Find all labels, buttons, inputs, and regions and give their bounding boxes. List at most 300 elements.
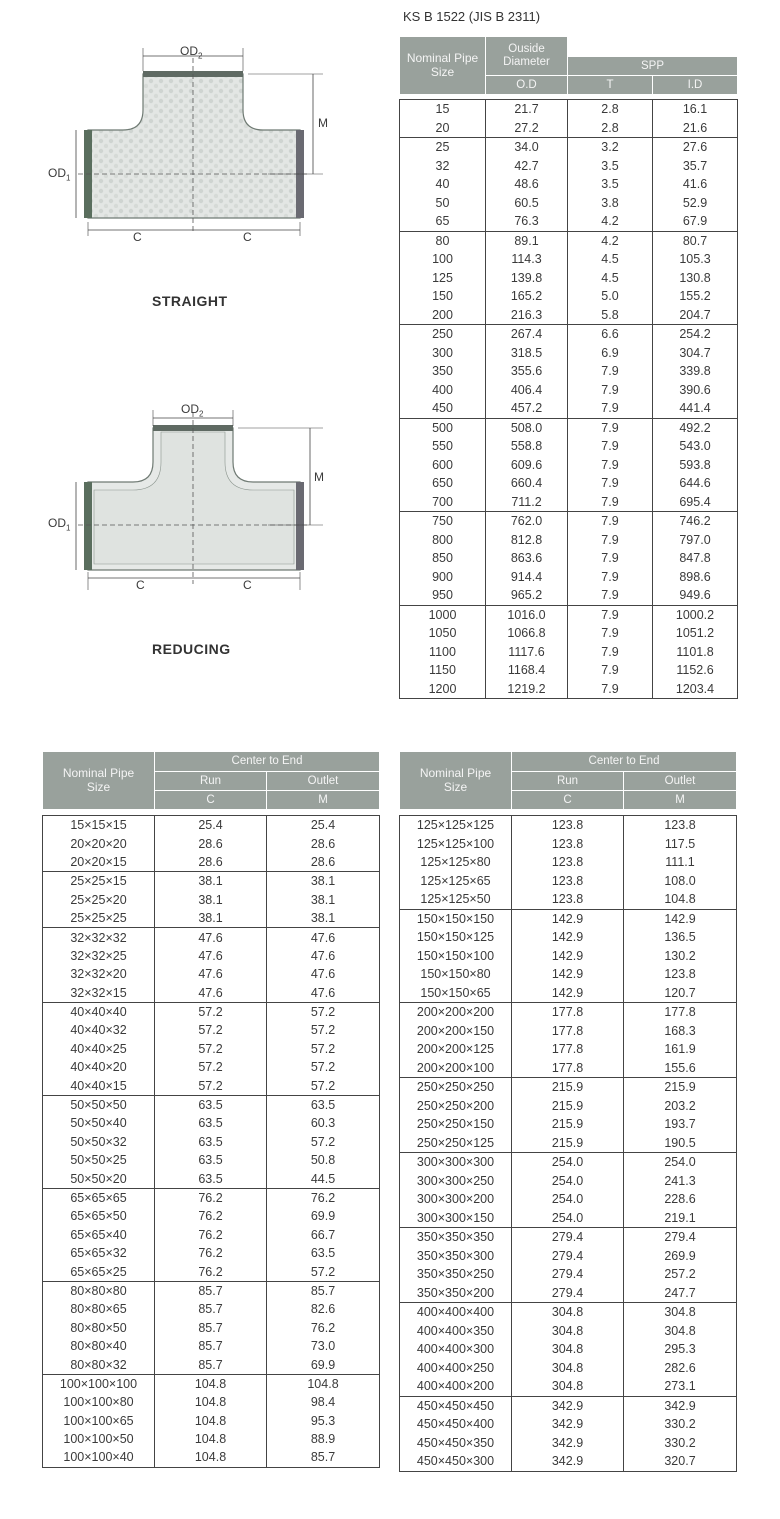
table-row (400, 175, 738, 194)
table-row (43, 1355, 380, 1374)
table-cell: 142.9 (512, 947, 624, 966)
table-cell: 7.9 (568, 399, 653, 418)
table-row (43, 1188, 380, 1207)
table-row (400, 1022, 737, 1041)
table-cell: 38.1 (155, 891, 267, 909)
col-t: T (568, 76, 653, 95)
table-row (400, 890, 737, 909)
table-cell: 57.2 (155, 1002, 267, 1021)
table-cell: 142.9 (624, 909, 737, 928)
table-cell: 44.5 (267, 1169, 380, 1188)
table-cell: 38.1 (155, 909, 267, 928)
table-cell: 38.1 (267, 909, 380, 928)
table-row (43, 1262, 380, 1281)
table-cell: 304.7 (653, 344, 738, 363)
table-cell: 16.1 (653, 100, 738, 119)
table-cell: 57.2 (267, 1262, 380, 1281)
table-cell: 76.2 (155, 1262, 267, 1281)
table-cell: 104.8 (155, 1412, 267, 1430)
table-cell: 7.9 (568, 643, 653, 662)
od1-label: $OD_1$ (48, 166, 71, 183)
table-row (400, 853, 737, 872)
straight-tee-drawing (38, 38, 338, 248)
table-row (400, 1415, 737, 1434)
table-cell: 40 (400, 175, 486, 194)
table-cell: 5.8 (568, 306, 653, 325)
table-cell: 142.9 (512, 984, 624, 1003)
table-row (400, 1115, 737, 1134)
table-cell: 2.8 (568, 119, 653, 138)
table-row (400, 1040, 737, 1059)
table-cell: 1050 (400, 624, 486, 643)
table-row (43, 1114, 380, 1132)
table-cell: 7.9 (568, 437, 653, 456)
table-cell: 28.6 (155, 853, 267, 872)
col-spp: SPP (568, 57, 738, 76)
col-nominal-pipe-size: Nominal Pipe Size (43, 752, 155, 810)
table-cell: 100×100×65 (43, 1412, 155, 1430)
table-cell: 847.8 (653, 549, 738, 568)
table-cell: 114.3 (486, 250, 568, 269)
col-m: M (267, 791, 380, 810)
table-row (43, 947, 380, 965)
center-to-end-left-table (42, 751, 380, 1468)
table-row (400, 531, 738, 550)
table-cell: 108.0 (624, 872, 737, 891)
table-row (400, 250, 738, 269)
col-nominal-pipe-size: Nominal Pipe Size (400, 37, 486, 95)
table-cell: 40×40×32 (43, 1021, 155, 1039)
table-row (43, 1319, 380, 1337)
reducing-label: REDUCING (152, 641, 231, 657)
table-cell: 203.2 (624, 1097, 737, 1116)
table-cell: 400×400×350 (400, 1322, 512, 1341)
table-cell: 50×50×20 (43, 1169, 155, 1188)
table-cell: 254.0 (512, 1209, 624, 1228)
table-cell: 400×400×200 (400, 1377, 512, 1396)
table-row (400, 661, 738, 680)
table-row (43, 1095, 380, 1114)
table-row (400, 624, 738, 643)
c-left-label: C (136, 578, 145, 592)
table-cell: 21.7 (486, 100, 568, 119)
col-outlet: Outlet (267, 772, 380, 791)
table-cell: 7.9 (568, 418, 653, 437)
table-cell: 215.9 (512, 1078, 624, 1097)
table-row (43, 1337, 380, 1355)
table-cell: 1168.4 (486, 661, 568, 680)
table-cell: 52.9 (653, 194, 738, 213)
table-row (400, 947, 737, 966)
table-cell: 215.9 (512, 1097, 624, 1116)
table-cell: 76.3 (486, 212, 568, 231)
table-row (43, 1281, 380, 1300)
table-cell: 155.2 (653, 287, 738, 306)
table-cell: 150×150×125 (400, 928, 512, 947)
table-cell: 100 (400, 250, 486, 269)
table-cell: 6.9 (568, 344, 653, 363)
table-cell: 711.2 (486, 493, 568, 512)
table-cell: 50.8 (267, 1151, 380, 1169)
table-cell: 492.2 (653, 418, 738, 437)
table-cell: 3.5 (568, 175, 653, 194)
table-row (43, 834, 380, 852)
table-row (400, 984, 737, 1003)
table-cell: 4.2 (568, 231, 653, 250)
table-row (43, 1300, 380, 1318)
col-od: O.D (486, 76, 568, 95)
table-row (400, 928, 737, 947)
table-row (400, 362, 738, 381)
table-row (400, 643, 738, 662)
table-cell: 267.4 (486, 325, 568, 344)
table-cell: 57.2 (155, 1021, 267, 1039)
od2-label: $OD_2$ (181, 402, 204, 419)
table-cell: 812.8 (486, 531, 568, 550)
table-row (400, 816, 737, 835)
table-row (400, 1153, 737, 1172)
table-row (400, 381, 738, 400)
table-cell: 65×65×65 (43, 1188, 155, 1207)
table-cell: 6.6 (568, 325, 653, 344)
table-row (43, 816, 380, 835)
table-cell: 193.7 (624, 1115, 737, 1134)
table-cell: 7.9 (568, 474, 653, 493)
table-cell: 350 (400, 362, 486, 381)
table-cell: 7.9 (568, 512, 653, 531)
table-row (43, 984, 380, 1003)
table-cell: 85.7 (267, 1281, 380, 1300)
table-cell: 949.6 (653, 586, 738, 605)
table-row (400, 100, 738, 119)
table-row (400, 474, 738, 493)
table-cell: 66.7 (267, 1226, 380, 1244)
table-cell: 300×300×150 (400, 1209, 512, 1228)
table-row (400, 1059, 737, 1078)
table-cell: 558.8 (486, 437, 568, 456)
table-row (400, 1172, 737, 1191)
table-row (400, 344, 738, 363)
table-cell: 850 (400, 549, 486, 568)
table-cell: 104.8 (155, 1374, 267, 1393)
table-row (400, 437, 738, 456)
table-row (400, 965, 737, 984)
table-cell: 250×250×250 (400, 1078, 512, 1097)
table-cell: 1219.2 (486, 680, 568, 699)
table-cell: 700 (400, 493, 486, 512)
table-cell: 57.2 (267, 1021, 380, 1039)
table-cell: 34.0 (486, 138, 568, 157)
table-cell: 342.9 (512, 1415, 624, 1434)
table-cell: 57.2 (267, 1058, 380, 1076)
table-cell: 219.1 (624, 1209, 737, 1228)
table-cell: 150×150×65 (400, 984, 512, 1003)
table-cell: 25.4 (267, 816, 380, 835)
table-cell: 7.9 (568, 549, 653, 568)
col-run: Run (155, 772, 267, 791)
table-cell: 100×100×100 (43, 1374, 155, 1393)
table-cell: 1016.0 (486, 605, 568, 624)
table-row (400, 1396, 737, 1415)
table-cell: 155.6 (624, 1059, 737, 1078)
table-cell: 142.9 (512, 909, 624, 928)
table-cell: 125 (400, 269, 486, 288)
table-row (43, 1448, 380, 1467)
table-cell: 76.2 (267, 1319, 380, 1337)
table-cell: 342.9 (512, 1452, 624, 1471)
table-cell: 104.8 (155, 1448, 267, 1467)
table-cell: 120.7 (624, 984, 737, 1003)
table-cell: 254.0 (512, 1153, 624, 1172)
table-cell: 21.6 (653, 119, 738, 138)
table-cell: 304.8 (512, 1340, 624, 1359)
table-cell: 47.6 (267, 947, 380, 965)
table-cell: 25×25×25 (43, 909, 155, 928)
table-cell: 250 (400, 325, 486, 344)
table-cell: 65×65×40 (43, 1226, 155, 1244)
table-cell: 57.2 (267, 1002, 380, 1021)
table-cell: 304.8 (512, 1303, 624, 1322)
table-cell: 1150 (400, 661, 486, 680)
table-cell: 3.5 (568, 157, 653, 176)
table-cell: 295.3 (624, 1340, 737, 1359)
table-row (400, 680, 738, 699)
table-cell: 40×40×25 (43, 1040, 155, 1058)
table-cell: 254.0 (512, 1190, 624, 1209)
table-cell: 80×80×80 (43, 1281, 155, 1300)
table-cell: 898.6 (653, 568, 738, 587)
table-row (400, 835, 737, 854)
table-cell: 63.5 (155, 1133, 267, 1151)
table-row (43, 1002, 380, 1021)
table-cell: 63.5 (155, 1095, 267, 1114)
table-cell: 69.9 (267, 1207, 380, 1225)
table-row (43, 1151, 380, 1169)
table-cell: 38.1 (267, 872, 380, 891)
col-c: C (512, 791, 624, 810)
table-row (43, 1244, 380, 1262)
table-cell: 130.2 (624, 947, 737, 966)
table-cell: 88.9 (267, 1430, 380, 1448)
table-row (43, 1393, 380, 1411)
table-cell: 400×400×250 (400, 1359, 512, 1378)
table-row (43, 928, 380, 947)
table-cell: 65×65×32 (43, 1244, 155, 1262)
table-cell: 111.1 (624, 853, 737, 872)
table-cell: 57.2 (155, 1076, 267, 1095)
c-right-label: C (243, 230, 252, 244)
table-cell: 60.3 (267, 1114, 380, 1132)
table-row (43, 853, 380, 872)
table-cell: 7.9 (568, 568, 653, 587)
table-cell: 273.1 (624, 1377, 737, 1396)
table-cell: 25×25×15 (43, 872, 155, 891)
table-cell: 50×50×40 (43, 1114, 155, 1132)
table-cell: 76.2 (155, 1188, 267, 1207)
table-cell: 7.9 (568, 680, 653, 699)
table-cell: 250×250×200 (400, 1097, 512, 1116)
table-cell: 5.0 (568, 287, 653, 306)
table-cell: 254.0 (512, 1172, 624, 1191)
table-row (400, 1452, 737, 1471)
table-cell: 105.3 (653, 250, 738, 269)
table-cell: 400 (400, 381, 486, 400)
table-cell: 7.9 (568, 605, 653, 624)
table-cell: 215.9 (512, 1134, 624, 1153)
table-cell: 76.2 (267, 1188, 380, 1207)
table-cell: 254.0 (624, 1153, 737, 1172)
table-cell: 390.6 (653, 381, 738, 400)
table-cell: 228.6 (624, 1190, 737, 1209)
table-cell: 63.5 (267, 1095, 380, 1114)
standard-title: KS B 1522 (JIS B 2311) (403, 9, 541, 24)
table-cell: 216.3 (486, 306, 568, 325)
table-cell: 3.2 (568, 138, 653, 157)
table-row (400, 568, 738, 587)
center-to-end-right-table (399, 751, 737, 1472)
table-cell: 63.5 (155, 1114, 267, 1132)
table-cell: 7.9 (568, 493, 653, 512)
c-right-label: C (243, 578, 252, 592)
table-cell: 543.0 (653, 437, 738, 456)
table-cell: 57.2 (155, 1040, 267, 1058)
table-cell: 150×150×100 (400, 947, 512, 966)
table-cell: 254.2 (653, 325, 738, 344)
table-cell: 300 (400, 344, 486, 363)
table-row (400, 1340, 737, 1359)
table-cell: 125×125×50 (400, 890, 512, 909)
table-cell: 150 (400, 287, 486, 306)
table-row (400, 1284, 737, 1303)
table-cell: 177.8 (624, 1003, 737, 1022)
table-row (43, 891, 380, 909)
table-cell: 104.8 (624, 890, 737, 909)
table-cell: 80×80×50 (43, 1319, 155, 1337)
table-cell: 200×200×200 (400, 1003, 512, 1022)
c-left-label: C (133, 230, 142, 244)
table-cell: 355.6 (486, 362, 568, 381)
table-row (400, 194, 738, 213)
table-cell: 550 (400, 437, 486, 456)
table-cell: 28.6 (267, 853, 380, 872)
table-row (400, 1134, 737, 1153)
table-row (43, 965, 380, 983)
table-row (400, 1228, 737, 1247)
table-cell: 750 (400, 512, 486, 531)
table-cell: 47.6 (267, 965, 380, 983)
table-cell: 65×65×50 (43, 1207, 155, 1225)
table-cell: 104.8 (267, 1374, 380, 1393)
table-row (400, 325, 738, 344)
table-cell: 441.4 (653, 399, 738, 418)
center-to-end-right-container (399, 751, 736, 1472)
table-cell: 123.8 (512, 835, 624, 854)
table-cell: 76.2 (155, 1207, 267, 1225)
table-cell: 20×20×20 (43, 834, 155, 852)
table-cell: 32×32×15 (43, 984, 155, 1003)
table-cell: 342.9 (512, 1434, 624, 1453)
table-cell: 4.5 (568, 269, 653, 288)
table-cell: 450×450×400 (400, 1415, 512, 1434)
table-cell: 123.8 (624, 965, 737, 984)
reducing-tee-diagram (38, 398, 338, 598)
table-row (400, 549, 738, 568)
table-cell: 7.9 (568, 661, 653, 680)
table-cell: 38.1 (155, 872, 267, 891)
table-cell: 900 (400, 568, 486, 587)
table-cell: 123.8 (512, 853, 624, 872)
table-cell: 650 (400, 474, 486, 493)
table-row (43, 1040, 380, 1058)
m-label: M (314, 470, 324, 484)
table-cell: 27.2 (486, 119, 568, 138)
table-cell: 863.6 (486, 549, 568, 568)
table-cell: 7.9 (568, 456, 653, 475)
table-cell: 48.6 (486, 175, 568, 194)
table-cell: 130.8 (653, 269, 738, 288)
center-to-end-left-body (43, 810, 380, 1468)
table-cell: 241.3 (624, 1172, 737, 1191)
table-cell: 250×250×150 (400, 1115, 512, 1134)
table-row (400, 872, 737, 891)
col-outlet: Outlet (624, 772, 737, 791)
table-cell: 85.7 (155, 1281, 267, 1300)
table-cell: 125×125×80 (400, 853, 512, 872)
table-cell: 282.6 (624, 1359, 737, 1378)
table-cell: 300×300×200 (400, 1190, 512, 1209)
table-cell: 342.9 (512, 1396, 624, 1415)
table-row (400, 269, 738, 288)
table-cell: 142.9 (512, 965, 624, 984)
table-cell: 4.2 (568, 212, 653, 231)
table-row (43, 1430, 380, 1448)
table-cell: 63.5 (155, 1151, 267, 1169)
table-cell: 125×125×65 (400, 872, 512, 891)
table-cell: 80.7 (653, 231, 738, 250)
table-cell: 100×100×50 (43, 1430, 155, 1448)
table-cell: 50×50×50 (43, 1095, 155, 1114)
table-cell: 250×250×125 (400, 1134, 512, 1153)
table-cell: 40×40×15 (43, 1076, 155, 1095)
table-row (400, 1247, 737, 1266)
table-cell: 85.7 (267, 1448, 380, 1467)
table-cell: 457.2 (486, 399, 568, 418)
table-cell: 500 (400, 418, 486, 437)
table-cell: 279.4 (512, 1228, 624, 1247)
table-cell: 168.3 (624, 1022, 737, 1041)
table-cell: 400×400×400 (400, 1303, 512, 1322)
table-cell: 177.8 (512, 1059, 624, 1078)
table-row (400, 512, 738, 531)
table-cell: 40×40×40 (43, 1002, 155, 1021)
table-cell: 15 (400, 100, 486, 119)
table-cell: 800 (400, 531, 486, 550)
table-row (400, 493, 738, 512)
straight-tee-diagram (38, 38, 338, 248)
table-cell: 762.0 (486, 512, 568, 531)
table-cell: 15×15×15 (43, 816, 155, 835)
table-cell: 32×32×25 (43, 947, 155, 965)
table-cell: 304.8 (512, 1377, 624, 1396)
table-cell: 7.9 (568, 531, 653, 550)
table-cell: 609.6 (486, 456, 568, 475)
table-cell: 60.5 (486, 194, 568, 213)
col-id: I.D (653, 76, 738, 95)
center-to-end-left-container (42, 751, 379, 1468)
table-cell: 41.6 (653, 175, 738, 194)
table-cell: 215.9 (512, 1115, 624, 1134)
table-cell: 28.6 (155, 834, 267, 852)
